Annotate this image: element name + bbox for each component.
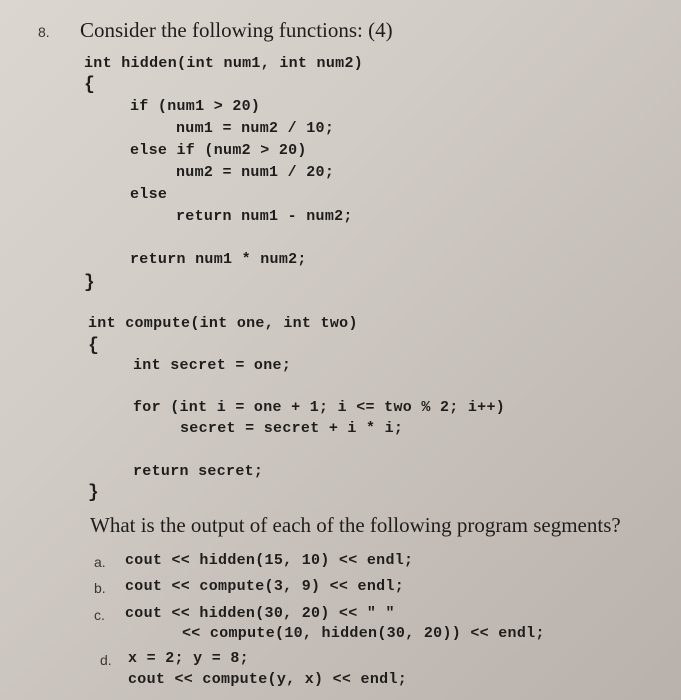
code-line: x = 2; y = 8; xyxy=(128,650,249,667)
subprompt: What is the output of each of the following program segments? xyxy=(90,513,621,537)
compute-header: int compute(int one, int two) xyxy=(88,315,358,332)
hidden-close-brace: } xyxy=(84,273,95,293)
code-line: num1 = num2 / 10; xyxy=(176,120,335,137)
code-line: return num1 * num2; xyxy=(130,251,307,268)
code-line: cout << compute(3, 9) << endl; xyxy=(125,578,405,595)
code-line: num2 = num1 / 20; xyxy=(176,164,335,181)
code-line: int secret = one; xyxy=(133,357,292,374)
code-line: cout << hidden(30, 20) << " " xyxy=(125,605,395,622)
code-line: cout << hidden(15, 10) << endl; xyxy=(125,552,414,569)
compute-open-brace: { xyxy=(88,336,99,356)
code-line: secret = secret + i * i; xyxy=(180,420,404,437)
question-number: 8. xyxy=(38,24,50,40)
code-line: if (num1 > 20) xyxy=(130,98,261,115)
code-line: cout << compute(y, x) << endl; xyxy=(128,671,408,688)
code-line: return num1 - num2; xyxy=(176,208,353,225)
code-line: else xyxy=(130,186,168,203)
part-label: b. xyxy=(94,580,106,596)
compute-close-brace: } xyxy=(88,483,99,503)
code-line: return secret; xyxy=(133,463,264,480)
part-label: c. xyxy=(94,607,105,623)
part-label: d. xyxy=(100,652,112,668)
code-line: else if (num2 > 20) xyxy=(130,142,307,159)
hidden-open-brace: { xyxy=(84,75,95,95)
code-line: for (int i = one + 1; i <= two % 2; i++) xyxy=(133,399,506,416)
code-line: << compute(10, hidden(30, 20)) << endl; xyxy=(182,625,545,642)
question-prompt: Consider the following functions: (4) xyxy=(80,18,393,42)
hidden-header: int hidden(int num1, int num2) xyxy=(84,55,364,72)
part-label: a. xyxy=(94,554,106,570)
